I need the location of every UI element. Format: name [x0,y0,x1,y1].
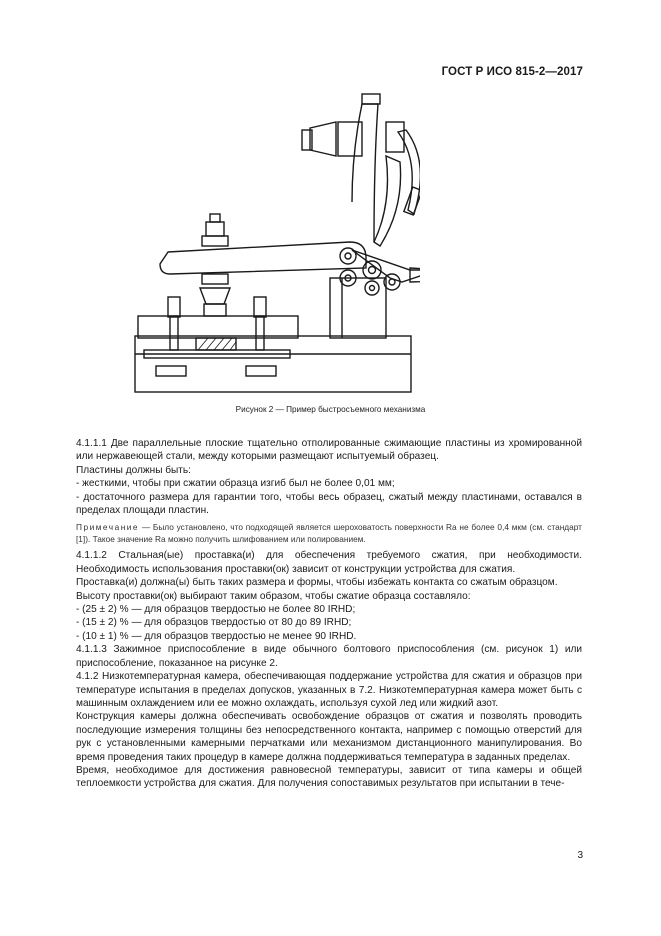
paragraph-4-1-1-3: 4.1.1.3 Зажимное приспособление в виде обычного болтового приспособления (см. рисунок 1) или приспособление, показанное на рисунке 2. [76,644,582,669]
note-text: — Было установлено, что подходящей является шероховатость поверхности Ra не более 0,4 мкм (см. стандарт [1]). Такое значение Ra можно получить шлифованием или полированием. [76,522,582,545]
quick-release-mechanism-drawing [130,92,420,396]
paragraph-4-1-1-1: 4.1.1.1 Две параллельные плоские тщательно отполированные сжимающие пластины из хромированной или нержавеющей стали, между которыми размещают испытуемый образец. [76,438,582,463]
paragraph-spacer-shape: Проставка(и) должна(ы) быть таких размера и формы, чтобы избежать контакта со сжатым образцом. [76,577,558,589]
list-item-15: - (15 ± 2) % — для образцов твердостью от 80 до 89 IRHD; [76,617,352,629]
page-number: 3 [577,850,583,861]
body-text [76,437,582,791]
paragraph-spacer-height: Высоту проставки(ок) выбирают таким образом, чтобы сжатие образца составляло: [76,590,471,602]
list-item-size: - достаточного размера для гарантии того, чтобы весь образец, сжатый между пластинами, оставался в пределах площади пластин. [76,491,582,517]
standard-header: ГОСТ Р ИСО 815-2—2017 [441,66,583,78]
paragraph-4-1-2: 4.1.2 Низкотемпературная камера, обеспечивающая поддержание устройства для сжатия и образцов при температуре испытания в пределах допусков, указанных в 7.2. Низкотемпературная камера может быть с машинным охлаждением или ее можно охлаждать, используя сухой лед или жидкий азот. [76,671,582,709]
figure-caption: Рисунок 2 — Пример быстросъемного механизма [235,405,426,414]
paragraph-plates-requirements: Пластины должны быть: [76,464,191,476]
paragraph-4-1-1-2: 4.1.1.2 Стальная(ые) проставка(и) для обеспечения требуемого сжатия, при необходимости. Необходимость использования проставки(ок) зависит от конструкции устройства для сжатия. [76,550,582,575]
note-label: Примечание [76,522,140,533]
list-item-10: - (10 ± 1) % — для образцов твердостью не менее 90 IRHD. [76,630,357,642]
note [76,521,582,545]
paragraph-chamber-design: Конструкция камеры должна обеспечивать освобождение образцов от сжатия и позволять проводить последующие измерения толщины без непосредственного контакта, например с помощью отверстий для рук с установленными камерными перчатками или механизмом дистанционного манипулирования. Во время проведения таких процедур в камере должна поддерживаться температура в заданных пределах. [76,711,582,763]
list-item-25: - (25 ± 2) % — для образцов твердостью не более 80 IRHD; [76,604,356,616]
base-plate [135,336,411,392]
list-item-rigid: - жесткими, чтобы при сжатии образца изгиб был не более 0,01 мм; [76,478,395,490]
paragraph-equilibrium-time: Время, необходимое для достижения равновесной температуры, зависит от типа камеры и общей теплоемкости устройства для сжатия. Для получения сопоставимых результатов при испытании в тече- [76,764,582,790]
